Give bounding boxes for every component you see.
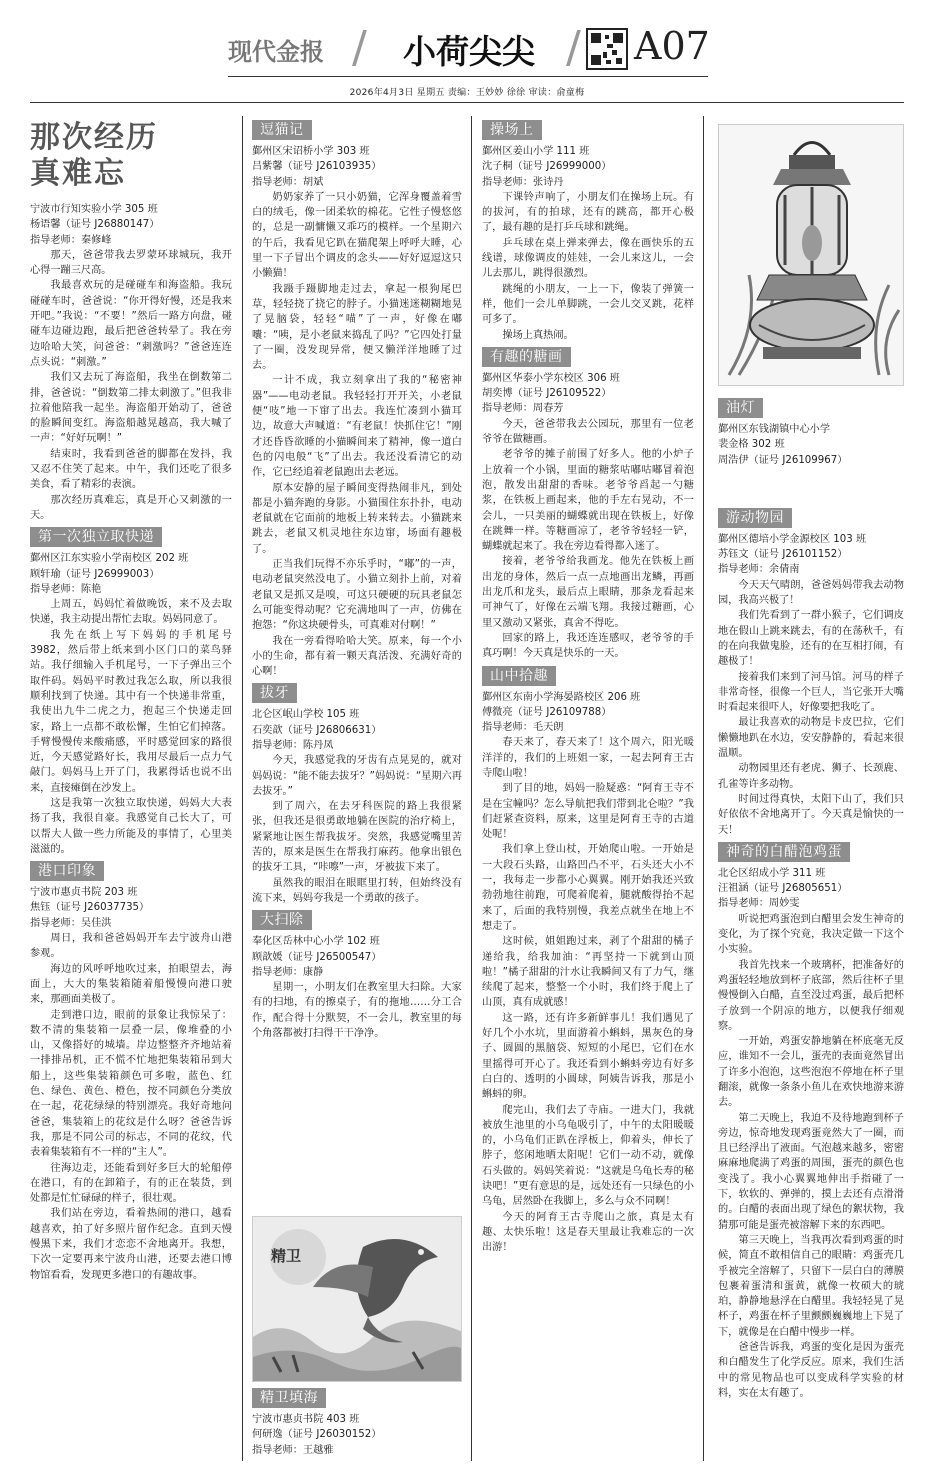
illustration-title: 精卫 <box>271 1247 302 1265</box>
byline-line: 鄞州区华泰小学东校区 306 班 <box>482 372 620 384</box>
article-label: 游动物园 <box>718 508 792 528</box>
byline-line: 指导老师：周春芳 <box>482 403 564 415</box>
paragraph: 最让我喜欢的动物是卡皮巴拉，它们懒懒地趴在水边，安安静静的，看起来很温顺。 <box>718 717 904 760</box>
paragraph: 我们站在旁边，看着热闹的港口，越看越喜欢，拍了好多照片留作纪念。直到天慢慢黑下来，我们才恋恋不舍地离开。我想，下次一定要再来宁波舟山港，还要去港口博物馆看看，发现更多港口的有趣故事。 <box>30 1208 232 1281</box>
byline-line: 指导老师：王越雅 <box>252 1444 334 1456</box>
byline-line: 杨语馨（证号 J26880147） <box>30 219 160 231</box>
paragraph: 我们先看到了一群小猴子，它们调皮地在假山上跳来跳去，有的在荡秋千，有的在向我做鬼脸，还有的在互相打闹，有趣极了！ <box>718 610 904 668</box>
paragraph: 爬完山，我们去了寺庙。一进大门，我就被放生池里的小乌龟吸引了，中午的太阳暖暖的，小乌龟们正趴在浮板上，仰着头，伸长了脖子，悠闲地晒太阳呢！它们一动不动，就像石头做的。妈妈笑着说：“这就是乌龟长寿的秘诀吧！”更有意思的是，远处还有一只绿色的小乌龟，居然卧在我脚上，多么与众不同啊！ <box>482 1104 694 1208</box>
byline-line: 何研逸（证号 J26030152） <box>252 1429 382 1441</box>
article-body <box>482 735 694 1255</box>
byline-line: 北仑区绍成小学 311 班 <box>718 867 826 879</box>
paragraph: 上周五，妈妈忙着做晚饭，来不及去取快递，我主动提出帮忙去取。妈妈同意了。 <box>30 599 232 626</box>
illustration-oil-lamp <box>718 124 904 386</box>
byline-line: 裴金格 302 班 <box>718 439 785 451</box>
article-label: 山中拾趣 <box>482 666 556 686</box>
byline-line: 胡奕博（证号 J26109522） <box>482 388 612 400</box>
byline-line: 石奕歆（证号 J26806631） <box>252 724 382 736</box>
article-label: 操场上 <box>482 120 542 140</box>
column-rule <box>471 116 472 1461</box>
paragraph: 这是我第一次独立取快递，妈妈大大表扬了我，我很自豪。我感觉自己长大了，可以帮大人做一些力所能及的事情了，心里美滋滋的。 <box>30 797 232 855</box>
bird-illustration-icon <box>253 1217 462 1382</box>
article-body <box>252 753 462 906</box>
paragraph: 时间过得真快，太阳下山了，我们只好依依不舍地离开了。今天真是愉快的一天！ <box>718 793 904 836</box>
header-rule <box>228 76 708 77</box>
paragraph: 到了目的地，妈妈一脸疑惑：“阿育王寺不是在宝幢吗？怎么导航把我们带到北仑啦？”我们赶紧查资料，原来，这里是阿育王寺的古道处呢！ <box>482 783 694 841</box>
header-divider: / <box>352 22 367 73</box>
paragraph: 我先在纸上写下妈妈的手机尾号 3982，然后带上纸来到小区门口的菜鸟驿站。我仔细输入手机尾号，一下子弹出三个取件码。妈妈平时教过我怎么取，所以我很顺利找到了快递。其中有一个快递非常重，我使出九牛二虎之力，抱起三个快递走回家，路上一点都不敢松懈，生怕它们掉落。手臂慢慢传来酸痛感，平时感觉回家的路很近，今天感觉路好长，我用尽最后一点力气敲门。妈妈马上开了门，我累得话也说不出来，直接瘫倒在沙发上。 <box>30 629 232 794</box>
paragraph: 我们又去玩了海盗船，我坐在倒数第二排，爸爸说：“倒数第二排太刺激了。”但我非拉着他陪我一起坐。海盗船开始动了，爸爸的脸瞬间变红。海盗船越晃越高，我大喊了一声：“好好玩啊！” <box>30 372 232 445</box>
article-byline <box>30 885 232 931</box>
byline-line: 苏钰文（证号 J26101152） <box>718 549 848 561</box>
paragraph: 动物园里还有老虎、狮子、长颈鹿、孔雀等许多动物。 <box>718 763 904 790</box>
paragraph: 接着我们来到了河马馆。河马的样子非常奇怪，很像一个巨人，当它张开大嘴时看起来很吓人，好像要把我吃了。 <box>718 671 904 714</box>
byline-line: 指导老师：陈艳 <box>30 583 102 595</box>
paragraph: 这一路，还有许多新鲜事儿！我们遇见了好几个小水坑，里面游着小蝌蚪，黑灰色的身子、圆圆的黑脑袋、短短的小尾巴，它们在水里摇得可开心了。我还看到小蝌蚪旁边有好多白白的、透明的小圆球，阿姨告诉我，那是小蝌蚪的卵。 <box>482 1012 694 1101</box>
paragraph: 下课铃声响了，小朋友们在操场上玩。有的拔河，有的拍球，还有的跳高，都开心极了，最有趣的是打乒乓球和跳绳。 <box>482 191 694 234</box>
paragraph: 这时候，姐姐跑过来，剥了个甜甜的橘子递给我，给我加油：“再坚持一下就到山顶啦！”橘子甜甜的汁水让我瞬间又有了力气，继续爬了起来，整整一个小时，我们终于爬上了山顶，真有成就感！ <box>482 936 694 1009</box>
paragraph: 跳绳的小朋友，一上一下，像装了弹簧一样，他们一会儿单脚跳，一会儿交叉跳，花样可多了。 <box>482 283 694 326</box>
paragraph: 春天来了，春天来了！这个周六，阳光暖洋洋的，我们的上班姐一家，一起去阿育王古寺爬山啦！ <box>482 737 694 779</box>
byline-line: 沈子桐（证号 J26999000） <box>482 161 612 173</box>
byline-line: 指导老师：胡斌 <box>252 176 324 188</box>
article-label: 神奇的白醋泡鸡蛋 <box>718 842 850 862</box>
paragraph: 虽然我的眼泪在眼眶里打转，但始终没有流下来，妈妈夸我是一个勇敢的孩子。 <box>252 877 462 904</box>
byline-line: 周浩伊（证号 J26109967） <box>718 454 848 466</box>
paragraph: 今天的阿育王古寺爬山之旅，真是太有趣、太快乐啦！这是春天里最让我难忘的一次出游！ <box>482 1211 694 1254</box>
article-body <box>252 980 462 1041</box>
article-byline <box>252 934 462 980</box>
byline-line: 指导老师：张诗丹 <box>482 176 564 188</box>
byline-line: 指导老师：吴佳洪 <box>30 917 112 929</box>
byline-line: 顾轩瑜（证号 J26999003） <box>30 568 160 580</box>
column-2 <box>252 116 462 1216</box>
byline-line: 鄞州区宋诏桥小学 303 班 <box>252 146 370 157</box>
byline-line: 奉化区岳林中心小学 102 班 <box>252 936 380 948</box>
paragraph: 接着，老爷爷给我画龙。他先在铁板上画出龙的身体，然后一点一点地画出龙鳞，再画出龙爪和龙头，最后点上眼睛，那条龙看起来可神气了，好像在云端飞翔。我接过糖画，心里又激动又紧张，真舍不得吃。 <box>482 556 694 629</box>
byline-line: 北仑区岷山学校 105 班 <box>252 709 360 721</box>
feature-title: 那次经历 真难忘 <box>30 120 158 191</box>
byline-line: 指导老师：毛天朗 <box>482 722 564 734</box>
article-label: 精卫填海 <box>252 1388 326 1408</box>
article-body <box>30 248 232 523</box>
paragraph: 今天，我感觉我的牙齿有点晃晃的，就对妈妈说：“能不能去拔牙？”妈妈说：“星期六再去拔牙。” <box>252 755 462 797</box>
article-byline <box>30 551 232 597</box>
article-byline <box>30 202 232 248</box>
column-rule <box>703 116 704 1461</box>
article-byline <box>252 144 462 190</box>
article-byline <box>718 532 904 578</box>
paragraph: 今天天气晴朗，爸爸妈妈带我去动物园，我高兴极了！ <box>718 579 904 607</box>
byline-line: 指导老师：余倩南 <box>718 564 800 576</box>
column-4 <box>718 394 904 1466</box>
paragraph: 走到港口边，眼前的景象让我惊呆了：数不清的集装箱一层叠一层，像堆叠的小山，又像搭好的城墙。岸边整整齐齐地站着一排排吊机，正不慌不忙地把集装箱吊到大船上，这些集装箱颜色可多啦，蓝色、红色、绿色、黄色、橙色，按不同颜色分类放在一起，花花绿绿的特别漂亮。我好奇地问爸爸，集装箱上的花纹是什么呀？爸爸告诉我，那是不同公司的标志，不同的花纹，代表着集装箱有不一样的“主人”。 <box>30 1009 232 1159</box>
article-byline <box>482 371 694 417</box>
article-label: 拔牙 <box>252 683 297 703</box>
byline-line: 宁波市惠贞书院 203 班 <box>30 887 138 899</box>
byline-line: 指导老师：周妙雯 <box>718 898 800 910</box>
paragraph: 回家的路上，我还连连感叹，老爷爷的手真巧啊！今天真是快乐的一天。 <box>482 632 694 660</box>
article-label: 第一次独立取快递 <box>30 527 162 547</box>
paragraph: 爸爸告诉我，鸡蛋的变化是因为蛋壳和白醋发生了化学反应。原来，我们生活中的常见物品也可以变成科学实验的材料，实在太有趣了。 <box>718 1342 904 1399</box>
article-body <box>482 417 694 662</box>
paragraph: 我最喜欢玩的是碰碰车和海盗船。我玩碰碰车时，爸爸说：“你开得好慢，还是我来开吧。”我说：“不要！”然后一路方向盘，碰碰车边碰边跑，最后把爸爸转晕了。我在旁边哈哈大笑，问爸爸：“刺激吗？”爸爸连连点头说：“刺激。” <box>30 280 232 368</box>
article-byline <box>482 144 694 190</box>
byline-line: 鄞州区姜山小学 111 班 <box>482 146 590 157</box>
article-body <box>718 578 904 838</box>
byline-line: 焦钰（证号 J26037735） <box>30 902 150 914</box>
paragraph: 星期一，小明友们在教室里大扫除。大家有的扫地，有的擦桌子，有的拖地……分工合作，配合得十分默契，不一会儿，教室里的每个角落都被打扫得干干净净。 <box>252 982 462 1040</box>
paragraph: 操场上真热闹。 <box>502 329 574 341</box>
byline-line: 汪祖涵（证号 J26805651） <box>718 883 848 895</box>
dateline: 2026年4月3日 星期五 责编：王妙妙 徐徐 审读：俞童梅 <box>349 88 585 98</box>
article-label: 港口印象 <box>30 861 104 881</box>
paragraph: 老爷爷的摊子前围了好多人。他的小炉子上放着一个小锅，里面的糖浆咕嘟咕嘟冒着泡泡，散发出甜甜的香味。老爷爷舀起一勺糖浆，在铁板上画起来，他的手左右晃动，不一会儿，一只美丽的蝴蝶就出现在铁板上，好像在跳舞一样。等糖画凉了，老爷爷轻轻一铲，蝴蝶就起来了。我在旁边看得都入迷了。 <box>482 449 694 553</box>
qr-code-icon[interactable] <box>586 28 628 70</box>
paragraph: 我首先找来一个玻璃杯，把准备好的鸡蛋轻轻地放到杯子底部，然后往杯子里慢慢倒入白醋，直至没过鸡蛋，最后把杯子放到一个阴凉的地方，以便我仔细观察。 <box>718 959 904 1032</box>
paragraph: 原本安静的屋子瞬间变得热闹非凡，到处都是小猫奔跑的身影。小猫围住东扑扑，电动老鼠就在它面前的地板上转来转去。小猫跳来跳去，老鼠又机灵地往东边窜，场面有趣极了。 <box>252 482 462 555</box>
byline-line: 宁波市行知实验小学 305 班 <box>30 204 158 215</box>
column-3 <box>482 116 694 1466</box>
paragraph: 那天，爸爸带我去罗蒙环球城玩，我开心得一蹦三尺高。 <box>30 249 232 277</box>
byline-line: 指导老师：康静 <box>252 966 324 978</box>
article-body <box>252 190 462 680</box>
illustration-jingwei <box>252 1216 462 1382</box>
article-label: 大扫除 <box>252 910 312 930</box>
paragraph: 结束时，我看到爸爸的脚都在发抖，我又忍不住笑了起来。中午，我们还吃了很多美食，看了精彩的表演。 <box>30 448 232 491</box>
page-number: A07 <box>634 24 710 68</box>
newspaper-brand: 现代金报 <box>228 37 324 66</box>
illustration-caption <box>252 1384 462 1464</box>
paragraph: 海边的风呼呼地吹过来，拍眼望去，海面上，大大的集装箱随着船慢慢向港口驶来，那画面美极了。 <box>30 963 232 1006</box>
byline-line: 鄞州区德培小学金源校区 103 班 <box>718 533 867 545</box>
byline-line: 傅微亮（证号 J26109788） <box>482 706 612 718</box>
paragraph: 那次经历真难忘，真是开心又刺激的一天。 <box>30 494 232 521</box>
byline-line: 宁波市惠贞书院 403 班 <box>252 1414 360 1425</box>
column-1 <box>30 116 232 1466</box>
paragraph: 到了周六，在去牙科医院的路上我很紧张，但我还是很勇敢地躺在医院的治疗椅上，紧紧地让医生帮我拔牙。突然，我感觉嘴里苦苦的，原来是医生在帮我打麻药。他拿出银色的拔牙工具，“咔嚓”一声，牙被拔下来了。 <box>252 801 462 874</box>
illustration-byline <box>718 422 904 468</box>
header-divider: / <box>566 22 581 73</box>
column-rule <box>242 116 243 1461</box>
paragraph: 我蹑手蹑脚地走过去，拿起一根狗尾巴草，轻轻挠了挠它的脖子。小猫迷迷糊糊地晃了晃脑袋，轻轻“喵”了一声，好像在嘟囔：“咦，是小老鼠来捣乱了吗？”它四处打量了一圈，没发现异常，便又懒洋洋地睡了过去。 <box>252 283 462 372</box>
article-label: 油灯 <box>718 398 763 418</box>
paragraph: 一计不成，我立刻拿出了我的“秘密神器”——电动老鼠。我轻轻打开开关，小老鼠便“吱”地一下窜了出去。我连忙凑到小猫耳边，故意大声喊道：“有老鼠！快抓住它！”刚才还昏昏欲睡的小猫瞬间来了精神，像一道白色的闪电般“飞”了出去。我还没看清它的动作，它已经追着老鼠跑出去老远。 <box>252 375 462 479</box>
byline-line: 顾歆媛（证号 J26500547） <box>252 951 382 963</box>
paragraph: 一开始，鸡蛋安静地躺在杯底毫无反应，谁知不一会儿，蛋壳的表面竟然冒出了许多小泡泡，这些泡泡不停地在杯子里翻滚，就像一条条小鱼儿在欢快地游来游去。 <box>718 1036 904 1109</box>
article-byline <box>252 707 462 753</box>
paragraph: 第二天晚上，我迫不及待地跑到杯子旁边，惊奇地发现鸡蛋竟然大了一圈，而且已经浮出了液面。气泡越来越多，密密麻麻地爬满了鸡蛋的周围，蛋壳的颜色也变浅了。我小心翼翼地伸出手指碰了一下，软软的、弹弹的，摸上去还有点滑滑的。白醋的表面出现了绿色的絮状物，我猜那可能是蛋壳被溶解下来的东西吧。 <box>718 1112 904 1231</box>
paragraph: 奶奶家养了一只小奶猫，它浑身覆盖着雪白的绒毛，像一团柔软的棉花。它性子慢悠悠的，总是一副慵懒又乖巧的模样。一个星期六的午后，我看见它趴在猫爬架上呼呼大睡，心里一下子冒出个调皮的念头——好好逗逗这只小懒猫！ <box>252 191 462 280</box>
paragraph: 听说把鸡蛋泡到白醋里会发生神奇的变化，为了探个究竟，我决定做一下这个小实验。 <box>718 913 904 956</box>
article-byline <box>718 866 904 912</box>
paragraph: 我在一旁看得哈哈大笑。原来，每一个小小的生命，都有着一颗天真活泼、充满好奇的心啊！ <box>252 635 462 678</box>
byline-line: 指导老师：秦修峰 <box>30 234 112 246</box>
top-rule <box>30 102 904 103</box>
byline-line: 鄞州区江东实验小学南校区 202 班 <box>30 553 189 565</box>
section-title: 小荷尖尖 <box>403 32 535 71</box>
paragraph: 正当我们玩得不亦乐乎时，“嘟”的一声，电动老鼠突然没电了。小猫立刻扑上前，对着老鼠又是抓又是嗅，可这只硬硬的玩具老鼠怎么可能变得动呢？它充满地叫了一声，仿佛在抱怨：“你这块硬骨头，可真难对付啊！” <box>252 559 462 632</box>
paragraph: 周日，我和爸爸妈妈开车去宁波舟山港参观。 <box>30 933 232 960</box>
article-byline <box>482 690 694 736</box>
article-body <box>718 912 904 1402</box>
paragraph: 今天，爸爸带我去公园玩，那里有一位老爷爷在做糖画。 <box>482 418 694 446</box>
byline-line: 指导老师：陈丹凤 <box>252 739 334 751</box>
paragraph: 第三天晚上，当我再次看到鸡蛋的时候，简直不敢相信自己的眼睛：鸡蛋壳几乎被完全溶解了，只留下一层白白的薄膜包裹着蛋清和蛋黄，就像一枚硕大的琥珀，静静地悬浮在白醋里。我轻轻晃了晃杯子，鸡蛋在杯子里颤颤巍巍地上下晃了下，就像是在白醋中慢步一样。 <box>718 1234 904 1338</box>
byline-line: 吕紫馨（证号 J26103935） <box>252 161 382 173</box>
paragraph: 乒乓球在桌上弹来弹去，像在画快乐的五线谱，球像调皮的娃娃，一会儿来这儿，一会儿去那儿，跳得很激烈。 <box>482 237 694 280</box>
article-label: 逗猫记 <box>252 120 312 140</box>
paragraph: 往海边走，还能看到好多巨大的轮船停在港口，有的在卸箱子，有的正在装货，到处都是忙忙碌碌的样子，很壮观。 <box>30 1162 232 1205</box>
article-body <box>30 597 232 857</box>
article-body <box>30 931 232 1283</box>
byline-line: 鄞州区东南小学海晏路校区 206 班 <box>482 691 641 703</box>
article-label: 有趣的糖画 <box>482 347 571 367</box>
byline-line: 鄞州区东钱湖镇中心小学 <box>718 424 831 435</box>
article-body <box>482 190 694 343</box>
paragraph: 我们拿上登山杖，开始爬山啦。一开始是一大段石头路，山路凹凸不平，石头还大小不一，我每走一步都小心翼翼。刚开始我还兴致勃勃地往前跑，可爬着爬着，腿就酸得抬不起来了，后面的我特别慢，我差点就坐在地上不想走了。 <box>482 844 694 932</box>
oil-lamp-icon <box>719 125 904 386</box>
